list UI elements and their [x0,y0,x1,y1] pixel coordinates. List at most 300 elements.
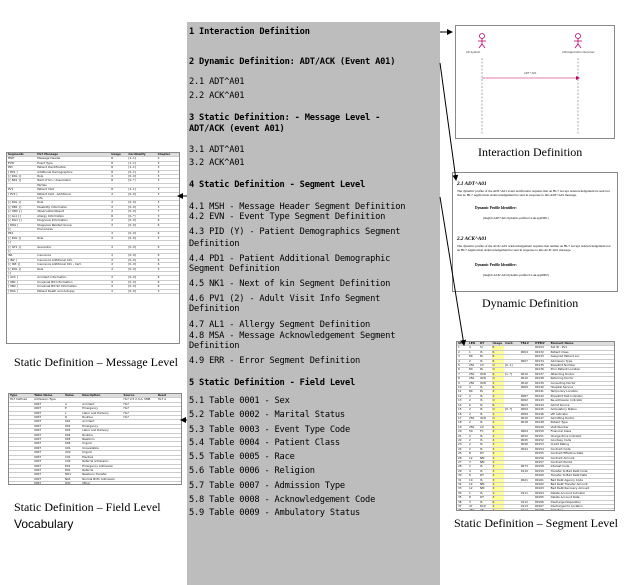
table-cell: R01 [64,468,81,472]
table-cell: [0..0] [127,192,156,196]
table-cell: O [492,408,505,412]
table-cell: Urgent [81,442,122,446]
caption-static-field-level: Static Definition – Field Level [14,500,161,514]
table-cell: Emergency Admission [81,464,122,468]
table-cell: Assigned Patient Loc [550,355,614,359]
table-cell: 00164 [534,491,550,495]
table-cell: IS [479,443,492,447]
table-cell: 0007 [33,420,64,424]
table-cell: IS [479,403,492,407]
table-cell: 0113 [520,505,534,509]
table-cell: R [110,179,127,183]
table-cell: IS [479,438,492,442]
table-cell: 1 [468,350,479,354]
table-cell: C01 [64,455,81,459]
table-cell: PL [479,390,492,394]
table-cell: PL [479,368,492,372]
table-cell: 3 [157,161,179,165]
table-cell: Referring Doctor [550,377,614,381]
table-cell: 3 [157,267,179,271]
table-cell: Event Type [36,161,110,165]
table-cell: [0..0] [127,276,156,280]
table-cell: [0..0] [127,280,156,284]
toc-item[interactable]: 2 Dynamic Definition: ADT/ACK (Event A01) [189,57,396,67]
table-cell: [0..1] [127,170,156,174]
table-cell: Delete Account Indicator [550,491,614,495]
arrow-to-segment-level [440,197,464,345]
table-cell: 3 [157,205,179,209]
table-cell: XCN [479,416,492,420]
table-cell: 4 [468,469,479,473]
table-cell: 00144 [534,403,550,407]
toc-item[interactable]: 5.4 Table 0004 - Patient Class [189,438,340,448]
toc-item[interactable]: 3 Static Definition: - Message Level - [189,113,381,123]
table-cell: X [110,236,127,240]
table-cell: 24 [457,447,468,451]
table-cell: Labor and Delivery [81,411,122,415]
table-cell: 15 [457,408,468,412]
table-cell: 0073 [520,465,534,469]
table-cell: 2 [468,399,479,403]
table-cell: 250 [468,509,479,511]
table-cell: 0018 [520,421,534,425]
dynamic-id-label-1: Dynamic Profile Identifier: [475,206,517,210]
table-cell: 00135 [534,364,550,368]
table-cell: 12 [468,487,479,491]
toc-item[interactable]: 5.3 Table 0003 - Event Type Code [189,425,350,435]
table-cell: IS [479,500,492,504]
table-cell: Info. [36,197,110,201]
table-cell: E [64,407,81,411]
table-cell: 00162 [534,483,550,487]
table-cell: 38 [457,509,468,511]
table-cell: 0007 [33,407,64,411]
table-cell: [{ IN3 }] [7,263,36,267]
table-cell: 0046 [520,443,534,447]
table-cell: Contract Amount [550,456,614,460]
table-cell: HL7 [122,407,156,411]
table-cell: Patient Visit - Additional [36,192,110,196]
table-cell: 3 [157,166,179,170]
table-cell: HL7 Message [36,153,110,157]
caption-interaction-definition: Interaction Definition [478,145,583,159]
table-cell: Urgent [81,451,122,455]
table-cell: Transfer to Bad Debt Code [550,469,614,473]
toc-item[interactable]: 3.1 ADT^A01 [189,145,245,155]
caption-dynamic-definition: Dynamic Definition [482,296,579,310]
table-cell: X [492,452,505,456]
table-cell: O01 [64,482,81,485]
table-cell: 00168 [534,509,550,511]
table-cell: 0007 [33,429,64,433]
table-cell: 00104 [534,346,550,350]
toc-item[interactable]: 4.7 AL1 - Allergy Segment Definition [189,320,371,330]
table-cell: 8 [457,377,468,381]
table-cell: R [492,386,505,390]
table-cell: Usage [492,342,503,345]
toc-item[interactable]: 4.3 PID (Y) - Patient Demographics Segment [189,227,401,237]
table-cell: 0010 [520,377,534,381]
table-cell: R [110,214,127,218]
table-cell: 0007 [33,402,64,406]
toc-item[interactable]: 5.1 Table 0001 - Sex [189,396,290,406]
table-cell: Preadmit Number [550,364,614,368]
table-cell: 0045 [520,438,534,442]
table-cell: HL7 2.5 2.4.A, SMB [122,398,156,402]
table-cell: Referral Admission [81,460,122,464]
table-cell: 11 [457,390,468,394]
table-cell: 3 [157,289,179,293]
table-cell: 2 [468,434,479,438]
table-cell: 6 [157,223,179,227]
table-cell: Attending Doctor [550,372,614,376]
table-cell: Accident Information [36,276,110,280]
table-cell: X [110,210,127,214]
table-cell: [{ ROL }] [7,175,36,179]
table-cell: R [492,355,505,359]
table-cell: 0112 [520,500,534,504]
table-cell: 00151 [534,434,550,438]
table-cell: HL7 [122,411,156,415]
table-cell: [0..0] [127,285,156,289]
table-cell: Segments [7,153,36,157]
table-cell: XCN [479,372,492,376]
table-cell: 250 [468,372,479,376]
dynamic-id-1: [msgId=ADT^A01/dynamic-profile/2.x.uk.app0001] [483,216,549,220]
table-cell: 00147 [534,416,550,420]
table-cell: Discharge Disposition [550,500,614,504]
table-cell: 00143 [534,399,550,403]
table-cell: 80 [468,355,479,359]
toc-item[interactable]: ADT/ACK (event A01) [189,124,285,134]
table-cell: 12 [457,394,468,398]
table-cell: 2 [468,408,479,412]
table-cell: 3 [157,236,179,240]
toc-item[interactable]: Definition [189,239,240,249]
dynamic-paragraph-2: The dynamic profile of the ACK^A01 acknowledgement requires that neither an HL7 Accept Acknowledgement nor an HL7 Application Acknowledgement be sent in response to this ACK^A01 message. [457,244,611,253]
table-cell: X [492,474,505,478]
toc-item[interactable]: 3.2 ACK^A01 [189,158,245,168]
table-cell: [0..0] [127,236,156,240]
table-cell: Next of Kin / Associated [36,179,110,183]
table-cell: X [492,438,505,442]
table-cell: 0007 [33,424,64,428]
table-cell: R [110,188,127,192]
table-cell: DT [479,452,492,456]
table-cell: 6 [157,276,179,280]
table-cell: 2 [468,412,479,416]
table-cell: X [110,175,127,179]
table-cell: 0007 [33,473,64,477]
table-cell: CX [479,364,492,368]
table-cell: 00137 [534,372,550,376]
table-cell: [1..1] [127,188,156,192]
table-cell: Transfer to Bad Debt Date [550,474,614,478]
table-cell: O [492,416,505,420]
table-cell: [ PV2 ] [7,192,36,196]
table-cell: R [110,157,127,161]
table-cell: 006 [64,442,81,446]
dynamic-heading-1: 2.1 ADT^A01 [457,181,487,187]
toc-item[interactable]: 5.5 Table 0005 - Race [189,452,295,462]
table-cell: 30 [457,474,468,478]
table-cell: HL7 A [157,398,181,402]
table-cell: [ PD1 ] [7,170,36,174]
table-cell: X [110,276,127,280]
table-cell: [{ NK1 }] [7,179,36,183]
table-cell: Interest Code [550,465,614,469]
table-cell: 80 [468,390,479,394]
table-cell: Bad Debt Transfer Amount [550,483,614,487]
table-cell: [0..0] [127,267,156,271]
table-cell: ITEM# [534,342,550,346]
table-cell: 5 [457,364,468,368]
toc-item[interactable]: 5.7 Table 0007 - Admission Type [189,481,345,491]
table-cell: 0007 [33,438,64,442]
table-cell: CE [479,509,492,511]
table-cell: 00150 [534,430,550,434]
table-cell: 8 [468,496,479,500]
table-cell: PR1 [7,232,36,236]
table-cell: U02 [64,451,81,455]
table-cell: 8 [468,474,479,478]
table-cell: 0007 [33,455,64,459]
table-cell: 10 [468,478,479,482]
table-cell: X [110,201,127,205]
table-cell: 003 [64,429,81,433]
table-cell: Discharged to Location [550,505,614,509]
table-cell: 00142 [534,394,550,398]
table-cell: [0..1] [504,364,520,368]
table-cell: 3 [157,201,179,205]
table-cell: X [110,223,127,227]
table-cell: R [492,359,505,363]
table-cell: [{ OBX }] [7,210,36,214]
table-cell: [{ ROL }] [7,201,36,205]
table-cell: 00153 [534,443,550,447]
table-cell: 00149 [534,425,550,429]
table-cell: [ PDA ] [7,289,36,293]
toc-item[interactable]: 2.2 ACK^A01 [189,91,245,101]
dynamic-heading-2: 2.2 ACK^A01 [457,236,487,242]
toc-item[interactable]: 4.1 MSH - Message Header Segment Definition [189,202,406,212]
table-cell: IS [479,434,492,438]
table-cell: Normal Birth Admission [81,477,122,481]
table-cell: 0009 [520,408,534,412]
table-cell: Admit Source [550,403,614,407]
table-cell: Bad Debt Agency Code [550,478,614,482]
table-cell: }] [7,241,36,245]
toc-item[interactable]: 5.8 Table 0008 - Acknowledgement Code [189,495,376,505]
table-cell: 12 [468,456,479,460]
table-cell: [{ AL1 }] [7,214,36,218]
table-cell: 3 [157,179,179,183]
table-cell: Temporary Location [550,390,614,394]
table-cell: O [492,377,505,381]
table-cell: 250 [468,377,479,381]
table-cell: 34 [457,491,468,495]
table-cell: Patient Class [550,350,614,354]
table-cell: 3 [468,386,479,390]
table-cell: Source [122,394,156,398]
table-cell: X [492,469,505,473]
table-cell: 0099 [520,412,534,416]
toc-item[interactable]: 5.9 Table 0009 - Ambulatory Status [189,508,361,518]
table-cell: Referral [81,468,122,472]
table-cell: Insurance [36,254,110,258]
table-cell: XCN [479,377,492,381]
table-cell: Credit Rating [550,443,614,447]
table-cell: X [492,496,505,500]
table-cell: Routine [81,433,122,437]
table-cell: Preadmit Test Indicator [550,394,614,398]
toc-item[interactable]: 4 Static Definition - Segment Level [189,180,366,190]
table-cell: 2 [468,438,479,442]
table-cell: 4 [468,346,479,350]
table-cell: Message Header [36,157,110,161]
table-cell: SEQ [457,342,468,346]
dynamic-id-2: [msgId=ACK^A01/dynamic-profile/2.x.uk.app0002] [483,273,549,277]
toc-item[interactable]: 5 Static Definition - Field Level [189,378,356,388]
dynamic-paragraph-1: The dynamic profile of the ADT^A01 event notification requires that an HL7 Accept Acknowledgement be sent but that no HL7 Application Acknowledgement be sent in response to this ADT^A01 message. [457,189,610,198]
table-cell: 7 [457,372,468,376]
table-cell: 28 [457,465,468,469]
table-cell: IS [479,478,492,482]
table-cell: 6 [157,280,179,284]
table-cell: X [110,289,127,293]
toc-item[interactable]: 4.4 PD1 - Patient Additional Demographic [189,254,391,264]
table-cell: 3 [468,500,479,504]
table-cell: X [492,509,505,511]
table-cell: A [64,402,81,406]
table-cell: 00145 [534,408,550,412]
table-cell: IS [479,399,492,403]
toc-item[interactable]: 4.6 PV1 (2) - Adult Visit Info Segment [189,294,381,304]
table-cell: X [492,465,505,469]
table-cell: [0..*] [504,408,520,412]
table-cell: IS [479,447,492,451]
table-cell: [0..0] [127,258,156,262]
table-cell: X [110,254,127,258]
toc-item[interactable]: 4.9 ERR - Error Segment Definition [189,356,361,366]
toc-item[interactable]: Definition [189,304,240,314]
table-cell: Courtesy Code [550,438,614,442]
table-cell: 0114 [520,509,534,511]
table-cell: Admission Type [550,359,614,363]
table-cell: 17 [457,416,468,420]
table-cell: 0007 [33,460,64,464]
toc-item[interactable]: Segment Definition [189,264,280,274]
table-cell: 00138 [534,377,550,381]
table-cell: DLD [479,505,492,509]
table-cell: Admission Type [33,398,64,402]
toc-item[interactable]: 2.1 ADT^A01 [189,77,245,87]
table-cell: 9 [457,381,468,385]
table-cell: [0..0] [127,175,156,179]
table-cell: R [110,170,127,174]
table-cell: 2 [157,157,179,161]
table-cell: SI [479,346,492,350]
table-cell: 7 [157,210,179,214]
toc-item[interactable]: Definition [189,341,240,351]
table-cell: [{ ROL }] [7,267,36,271]
table-cell: Patient Type [550,421,614,425]
table-cell: 00133 [534,355,550,359]
toc-item[interactable]: 5.2 Table 0002 - Marital Status [189,410,345,420]
table-cell: 001 [64,420,81,424]
table-cell: X [110,192,127,196]
table-cell: O [492,368,505,372]
table-cell: EVN [7,161,36,165]
table-cell: 0007 [33,482,64,485]
table-cell: 6 [157,219,179,223]
table-cell: Table Name [33,394,64,398]
table-cell: Diagnosis Related Group [36,223,110,227]
table-cell: 3 [157,214,179,218]
table-cell: X [110,232,127,236]
toc-item[interactable]: 1 Interaction Definition [189,27,310,37]
table-cell: IS [479,386,492,390]
table-cell: Hospital Service [550,386,614,390]
table-cell: 2 [468,359,479,363]
table-cell: [0..0] [127,263,156,267]
table-cell: PV1 [7,188,36,192]
table-cell: 2 [468,465,479,469]
table-cell: [1..1] [127,166,156,170]
toc-item[interactable]: 5.6 Table 0006 - Religion [189,466,315,476]
table-cell: [{ DG1 }] [7,219,36,223]
table-cell: Bad Debt Recovery Amount [550,487,614,491]
table-cell: NM [479,483,492,487]
table-cell: X [492,447,505,451]
toc-item[interactable]: 4.5 NK1 - Next of kin Segment Definition [189,279,391,289]
table-cell: MSH [7,157,36,161]
table-cell: PL [479,355,492,359]
table-cell: [0..0] [127,245,156,249]
table-cell: 00136 [534,368,550,372]
table-cell: 00154 [534,447,550,451]
table-cell: 0092 [520,399,534,403]
table-cell: 00165 [534,496,550,500]
table-cell: 3 [157,170,179,174]
table-cell: Newborn [81,438,122,442]
table-cell: [1..1] [127,157,156,161]
table-cell: X [110,205,127,209]
table-cell: 00155 [534,452,550,456]
table-cell: R [492,350,505,354]
table-cell: 27 [457,460,468,464]
table-cell: [ IN2 ] [7,258,36,262]
table-cell: DT [479,342,492,346]
table-cell: Universal Bill Information [36,280,110,284]
table-cell: XCN [479,381,492,385]
table-cell: X [492,456,505,460]
table-cell: 00139 [534,381,550,385]
table-cell: 13 [457,399,468,403]
table-cell: Charge Price Indicator [550,434,614,438]
table-cell: Observation/Result [36,210,110,214]
table-cell: [ ACC ] [7,276,36,280]
table-cell: [1..*] [504,372,520,376]
table-cell: CX [479,425,492,429]
table-cell: 2 [468,394,479,398]
table-cell: }] [7,271,36,275]
table-cell: Delete Account Date [550,496,614,500]
toc-item[interactable]: 4.2 EVN - Event Type Segment Definition [189,212,386,222]
table-cell: [0..0] [127,205,156,209]
table-cell: NM [479,487,492,491]
toc-item[interactable]: 4.8 MSA - Message Acknowledgement Segment [189,331,396,341]
